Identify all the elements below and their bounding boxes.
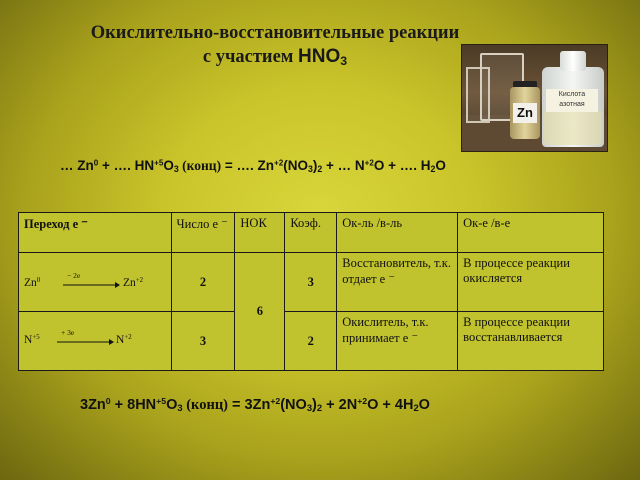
zinc-to: $Zn^{+2}$ <box>123 277 144 289</box>
header-process: Ок-е /в-е <box>458 213 604 253</box>
zinc-electron-count: 2 <box>171 253 235 312</box>
zinc-electrons-label: − 2e <box>67 271 81 280</box>
photo-bottle-neck <box>560 51 586 71</box>
table-header-row <box>19 213 604 253</box>
header-nok: НОК <box>235 213 285 253</box>
zinc-process: В процессе реакции окисляется <box>458 253 604 312</box>
nitrogen-electron-count: 3 <box>171 312 235 371</box>
header-coefficient: Коэф. <box>285 213 337 253</box>
arrow-right-icon <box>55 336 115 348</box>
title-formula: $HNO_3$ <box>298 46 348 69</box>
electron-balance-table <box>18 212 604 371</box>
transition-nitrogen <box>19 312 172 371</box>
nitrogen-to: $N^{+2}$ <box>116 334 132 346</box>
balanced-equation: $3Zn^0 + 8HN^{+5}O_3$ (конц) = $3Zn^{+2}(NO_3)_2 + 2N^{+2}O + 4H_2O$ <box>80 396 430 414</box>
title-line-2: с участием $HNO_3$ <box>202 46 348 69</box>
slide-title <box>40 22 510 73</box>
table-row <box>19 312 604 371</box>
zinc-from: Zn$^0$ <box>24 277 41 289</box>
header-oxidizer-reducer: Ок-ль /в-ль <box>337 213 458 253</box>
nitrogen-electrons-label: + 3e <box>61 328 75 337</box>
nitrogen-from: $N^{+5}$ <box>24 334 40 346</box>
arrow-right-icon <box>61 279 121 291</box>
photo-bottle-liquid <box>544 111 602 145</box>
title-line-1: Окислительно-восстановительные реакции <box>90 23 460 43</box>
nitrogen-process: В процессе реакции восстанавливается <box>458 312 604 371</box>
transition-zinc <box>19 253 172 312</box>
zinc-coefficient: 3 <box>285 253 337 312</box>
header-transition: Переход е ⁻ <box>19 213 172 253</box>
nitrogen-role: Окислитель, т.к. принимает е ⁻ <box>337 312 458 371</box>
photo-jar-label: Zn <box>513 103 537 123</box>
header-electron-count: Число е ⁻ <box>171 213 235 253</box>
nok-value: 6 <box>235 253 285 371</box>
zinc-role: Восстановитель, т.к. отдает е ⁻ <box>337 253 458 312</box>
photo-bottle-label: Кислота азотная <box>546 89 598 112</box>
nitrogen-coefficient: 2 <box>285 312 337 371</box>
table-row <box>19 253 604 312</box>
reaction-equation: … $Zn^0$ + …. $HN^{+5}O_3$ (конц) = …. $Zn^{+2}(NO_3)_2$ + … $N^{+2}O$ + …. $H_2O$ <box>60 158 446 175</box>
lab-photo <box>461 44 608 152</box>
